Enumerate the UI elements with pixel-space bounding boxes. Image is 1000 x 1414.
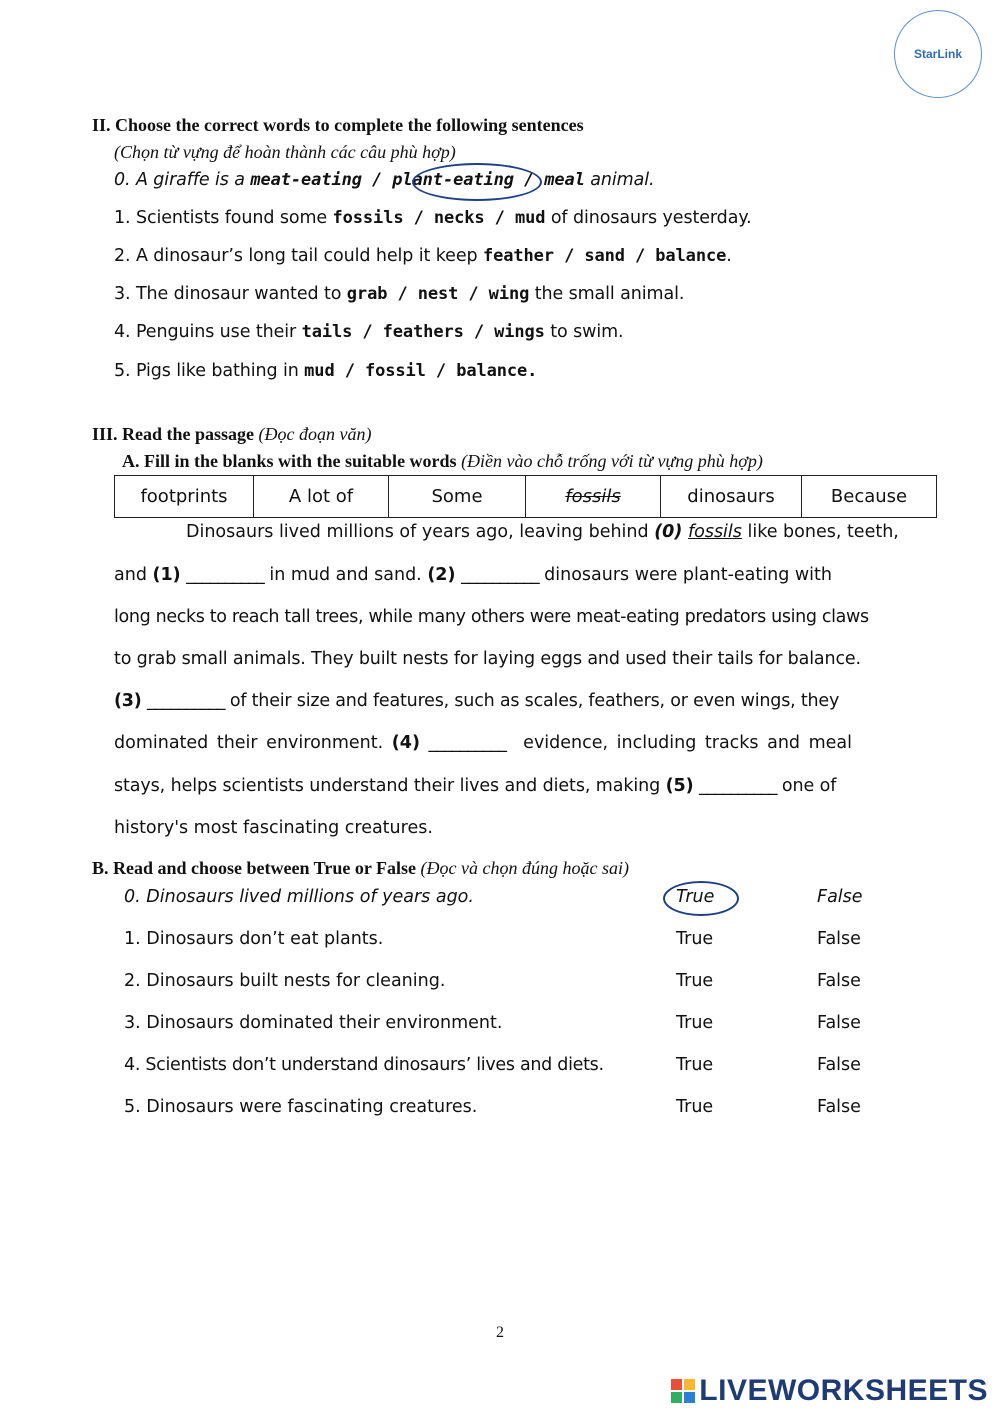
- exercise-item-3: 3. The dinosaur wanted to grab / nest / wing the small animal.: [114, 284, 685, 304]
- tf-statement-3: 3. Dinosaurs dominated their environment.: [124, 1013, 503, 1033]
- passage-line-8: history's most fascinating creatures.: [114, 818, 433, 838]
- blank-3: __________: [146, 691, 225, 711]
- brand-text: LIVEWORKSHEETS: [699, 1374, 988, 1407]
- tf-statement-2: 2. Dinosaurs built nests for cleaning.: [124, 971, 446, 991]
- word-box-cell: dinosaurs: [661, 476, 802, 518]
- exercise-item-4: 4. Penguins use their tails / feathers / wings to swim.: [114, 322, 624, 342]
- starlink-logo: [894, 10, 982, 98]
- part-a-title: A. Fill in the blanks with the suitable words (Điền vào chỗ trống với từ vựng phù hợp): [122, 451, 763, 471]
- tf-statement-5: 5. Dinosaurs were fascinating creatures.: [124, 1097, 478, 1117]
- tf-true-3[interactable]: True: [676, 1013, 714, 1033]
- passage-line-4: to grab small animals. They built nests for laying eggs and used their tails for balance.: [114, 649, 861, 669]
- tf-false-0: False: [817, 887, 863, 907]
- liveworksheets-logo-icon: [671, 1379, 695, 1403]
- section-2-title: II. Choose the correct words to complete the following sentences: [92, 115, 584, 135]
- exercise-item-1: 1. Scientists found some fossils / necks / mud of dinosaurs yesterday.: [114, 208, 752, 228]
- word-box-cell: A lot of: [254, 476, 389, 518]
- word-box-cell: footprints: [115, 476, 254, 518]
- tf-true-0: True: [676, 887, 715, 907]
- tf-statement-4: 4. Scientists don’t understand dinosaurs’ lives and diets.: [124, 1055, 604, 1075]
- tf-true-4[interactable]: True: [676, 1055, 714, 1075]
- section-3-title: III. Read the passage (Đọc đoạn văn): [92, 424, 372, 444]
- passage-line-1: Dinosaurs lived millions of years ago, leaving behind (0) fossils like bones, teeth,: [186, 522, 899, 542]
- blank-1: __________: [186, 565, 264, 585]
- passage-line-5: (3) __________ of their size and features, such as scales, feathers, or even wings, they: [114, 691, 840, 711]
- page-number: 2: [496, 1324, 504, 1341]
- tf-false-4[interactable]: False: [817, 1055, 861, 1075]
- example-answer: fossils: [687, 522, 742, 542]
- passage-line-6: dominated their environment. (4) __________ evidence, including tracks and meal: [114, 733, 853, 753]
- passage-line-3: long necks to reach tall trees, while many others were meat-eating predators using claws: [114, 607, 869, 627]
- logo-text: StarLink: [913, 47, 962, 61]
- tf-false-2[interactable]: False: [817, 971, 861, 991]
- exercise-item-2: 2. A dinosaur’s long tail could help it keep feather / sand / balance.: [114, 246, 732, 266]
- blank-5: __________: [698, 776, 777, 796]
- blank-4: __________: [428, 733, 507, 753]
- passage-line-2: and (1) __________ in mud and sand. (2) __________ dinosaurs were plant-eating with: [114, 565, 833, 585]
- tf-statement-0: 0. Dinosaurs lived millions of years ago.: [124, 887, 474, 907]
- word-box-cell: Some: [389, 476, 526, 518]
- word-box-cell: Because: [802, 476, 937, 518]
- tf-true-2[interactable]: True: [676, 971, 714, 991]
- answer-circle-true: [663, 881, 739, 916]
- word-box: [114, 475, 937, 518]
- passage-line-7: stays, helps scientists understand their lives and diets, making (5) __________ one of: [114, 776, 837, 796]
- exercise-item-5: 5. Pigs like bathing in mud / fossil / balance.: [114, 361, 538, 381]
- blank-2: __________: [461, 565, 539, 585]
- tf-statement-1: 1. Dinosaurs don’t eat plants.: [124, 929, 384, 949]
- exercise-item-0: 0. A giraffe is a meat-eating / plant-eating / meal animal.: [114, 170, 655, 190]
- word-box-cell-used: fossils: [526, 476, 661, 518]
- liveworksheets-brand[interactable]: [671, 1374, 988, 1408]
- tf-false-5[interactable]: False: [817, 1097, 861, 1117]
- tf-false-3[interactable]: False: [817, 1013, 861, 1033]
- part-b-title: B. Read and choose between True or False (Đọc và chọn đúng hoặc sai): [92, 858, 629, 878]
- section-2-subtitle: (Chọn từ vựng để hoàn thành các câu phù hợp): [114, 142, 456, 162]
- answer-circle-plant-eating: [412, 163, 542, 201]
- tf-true-5[interactable]: True: [676, 1097, 714, 1117]
- tf-false-1[interactable]: False: [817, 929, 861, 949]
- tf-true-1[interactable]: True: [676, 929, 714, 949]
